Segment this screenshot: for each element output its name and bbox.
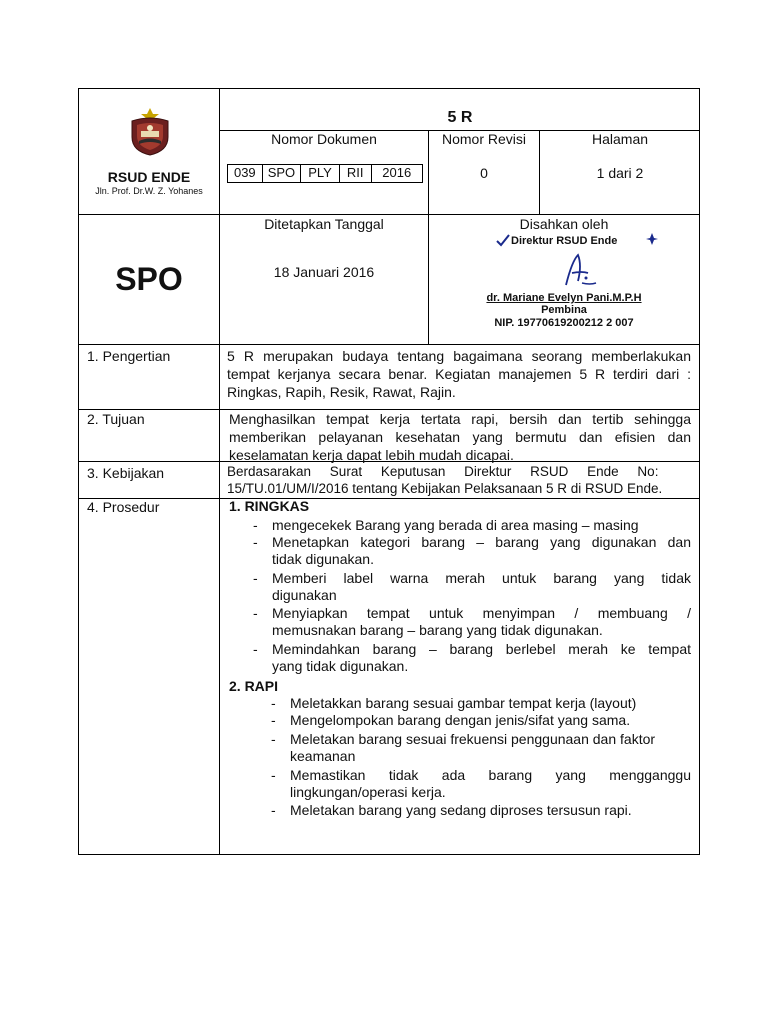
dash-marker: - xyxy=(253,517,258,533)
pengertian-line: tempat kerjanya secara benar. Kegiatan manajemen 5 R terdiri dari : xyxy=(227,366,691,382)
item-text: mengecekek Barang yang berada di area masing – masing xyxy=(272,517,639,533)
tujuan-line: Menghasilkan tempat kerja tertata rapi, bersih dan tertib sehingga xyxy=(229,411,691,427)
header-row-divider xyxy=(79,214,699,215)
rapi-item xyxy=(271,695,691,712)
dash-marker: - xyxy=(253,570,258,586)
nomor-revisi-label: Nomor Revisi xyxy=(441,131,526,147)
ditetapkan-label: Ditetapkan Tanggal xyxy=(264,216,384,232)
document-number-box xyxy=(227,164,423,183)
dash-marker: - xyxy=(271,731,276,747)
item-text: Meletakkan barang sesuai gambar tempat kerja (layout) xyxy=(290,695,637,711)
item-text: Meletakan barang sesuai frekuensi penggunaan dan faktor xyxy=(290,731,656,747)
kebijakan-line: 15/TU.01/UM/I/2016 tentang Kebijakan Pelaksanaan 5 R di RSUD Ende. xyxy=(227,481,663,496)
dash-marker: - xyxy=(271,802,276,818)
item-text: lingkungan/operasi kerja. xyxy=(290,784,446,800)
signature-title: Direktur RSUD Ende xyxy=(511,235,618,247)
item-text: Mengelompokan barang dengan jenis/sifat yang sama. xyxy=(290,712,631,728)
pengertian-label: 1. Pengertian xyxy=(87,348,171,364)
tujuan-line: memberikan pelayanan kesehatan yang bermutu dan efisien dan xyxy=(229,429,691,445)
item-text: Meletakan barang yang sedang diproses tersusun rapi. xyxy=(290,802,632,818)
doc-number-part: RII xyxy=(340,165,372,182)
item-text: memusnakan barang – barang yang tidak digunakan. xyxy=(272,622,603,638)
kebijakan-line: Berdasarakan Surat Keputusan Direktur RSUD Ende No: xyxy=(227,464,659,479)
item-text: Memastikan tidak ada barang yang mengganggu xyxy=(290,767,691,783)
dash-marker: - xyxy=(271,767,276,783)
item-text: Memindahkan barang – barang berlebel merah ke tempat xyxy=(272,641,691,657)
org-address: Jln. Prof. Dr.W. Z. Yohanes xyxy=(95,186,203,196)
tujuan-text xyxy=(229,410,691,464)
kebijakan-row-divider xyxy=(79,498,699,499)
nomor-revisi-value: 0 xyxy=(480,165,488,181)
signature-name: dr. Mariane Evelyn Pani.M.P.H xyxy=(486,292,642,304)
halaman-label: Halaman xyxy=(591,131,649,147)
signature-nip: NIP. 19770619200212 2 007 xyxy=(494,317,634,329)
pengertian-text xyxy=(227,347,691,401)
ringkas-heading: 1. RINGKAS xyxy=(229,498,310,514)
rapi-heading: 2. RAPI xyxy=(229,678,279,694)
rapi-item xyxy=(271,731,691,765)
item-text: keamanan xyxy=(290,748,356,764)
dash-marker: - xyxy=(253,641,258,657)
spo-document xyxy=(78,88,700,855)
pengertian-line: 5 R merupakan budaya tentang bagaimana seorang memberlakukan xyxy=(227,348,691,364)
rapi-item xyxy=(271,712,691,729)
dash-marker: - xyxy=(253,605,258,621)
approval-row-divider xyxy=(79,344,699,345)
star-icon xyxy=(645,232,659,246)
dash-marker: - xyxy=(271,695,276,711)
rsud-ende-logo xyxy=(124,105,176,157)
signature-rank: Pembina xyxy=(541,304,587,316)
rapi-item xyxy=(271,767,691,801)
spo-label: SPO xyxy=(115,261,183,297)
org-name: RSUD ENDE xyxy=(107,169,191,185)
doc-number-part: PLY xyxy=(301,165,340,182)
tujuan-line: keselamatan kerja dapat lebih mudah dicapai. xyxy=(229,447,514,463)
doc-number-part: SPO xyxy=(263,165,302,182)
item-text: digunakan xyxy=(272,587,337,603)
dash-marker: - xyxy=(271,712,276,728)
kebijakan-label: 3. Kebijakan xyxy=(87,465,165,481)
prosedur-label: 4. Prosedur xyxy=(87,499,160,515)
tujuan-label: 2. Tujuan xyxy=(87,411,145,427)
item-text: tidak digunakan. xyxy=(272,551,374,567)
document-title: 5 R xyxy=(447,109,473,126)
item-text: Menyiapkan tempat untuk menyimpan / membuang / xyxy=(272,605,691,621)
ringkas-item xyxy=(253,517,691,534)
nomor-dokumen-label: Nomor Dokumen xyxy=(271,131,377,147)
doc-number-part: 2016 xyxy=(382,165,412,180)
ringkas-item xyxy=(253,605,691,639)
kebijakan-text xyxy=(227,463,691,497)
disahkan-label: Disahkan oleh xyxy=(519,216,609,232)
signature-scribble xyxy=(562,251,610,291)
checkmark-icon xyxy=(495,233,511,247)
ringkas-item xyxy=(253,641,691,675)
dash-marker: - xyxy=(253,534,258,550)
ringkas-item xyxy=(253,570,691,604)
rapi-item xyxy=(271,802,691,819)
ditetapkan-date: 18 Januari 2016 xyxy=(273,264,375,280)
item-text: Memberi label warna merah untuk barang yang tidak xyxy=(272,570,691,586)
doc-number-part: 039 xyxy=(228,165,263,182)
pengertian-line: Ringkas, Rapih, Resik, Rawat, Rajin. xyxy=(227,384,456,400)
item-text: Menetapkan kategori barang – barang yang digunakan dan xyxy=(272,534,691,550)
item-text: yang tidak digunakan. xyxy=(272,658,409,674)
ringkas-item xyxy=(253,534,691,568)
halaman-value: 1 dari 2 xyxy=(596,165,644,181)
label-column-divider xyxy=(219,89,220,854)
